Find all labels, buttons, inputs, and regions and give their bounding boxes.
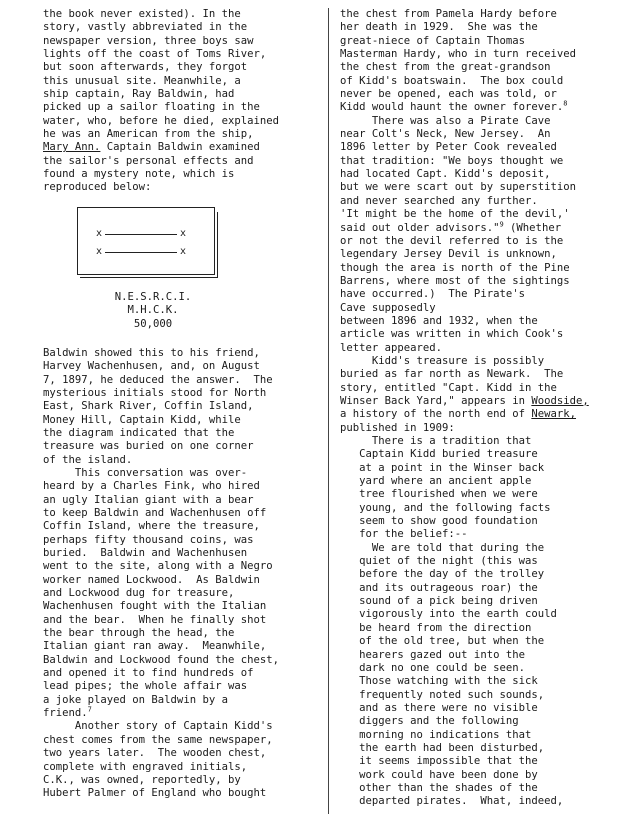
text-line: the bear through the head, the xyxy=(43,627,235,640)
haunt-line: Kidd would haunt the owner forever. xyxy=(340,101,564,114)
quote-line: morning no indications that xyxy=(340,728,532,741)
text-line: legendary Jersey Devil is unknown, xyxy=(340,248,557,261)
quote-line: work could have been done by xyxy=(340,768,538,781)
text-line: mysterious initials stood for North xyxy=(43,386,267,399)
text-line: two years later. The wooden chest, xyxy=(43,747,267,760)
text-line: letter appeared. xyxy=(340,341,443,354)
diagram-caption xyxy=(43,291,263,331)
text-line: Wachenhusen fought with the Italian xyxy=(43,600,267,613)
diagram-marker: x xyxy=(96,227,103,239)
text-line: worker named Lockwood. As Baldwin xyxy=(43,573,260,586)
quote-line: We are told that during the xyxy=(340,541,545,554)
text-line: he was an American from the ship, xyxy=(43,128,254,141)
quote-line: it seems impossible that the xyxy=(340,755,538,768)
diagram-marker: x xyxy=(96,245,103,257)
quote-line: sound of a pick being driven xyxy=(340,595,538,608)
text-line: Coffin Island, where the treasure, xyxy=(43,520,260,533)
caption-line: N.E.S.R.C.I. xyxy=(114,290,192,303)
text-line: Cave supposedly xyxy=(340,301,436,314)
ship-line-rest: Captain Baldwin examined xyxy=(100,141,260,154)
text-line: near Colt's Neck, New Jersey. An xyxy=(340,128,551,141)
diagram-line xyxy=(105,252,177,253)
text-line: 1896 letter by Peter Cook revealed xyxy=(340,141,557,154)
text-line: complete with engraved initials, xyxy=(43,760,248,773)
quote-line: young, and the following facts xyxy=(340,501,551,514)
quote-line: yard where an ancient apple xyxy=(340,475,532,488)
text-line: 7, 1897, he deduced the answer. The xyxy=(43,373,273,386)
text-line: ship captain, Ray Baldwin, had xyxy=(43,88,235,101)
quote-line: be heard from the direction xyxy=(340,621,532,634)
diagram-marker: x xyxy=(179,227,186,239)
text-line: of the island. xyxy=(43,453,133,466)
text-line: newspaper version, three boys saw xyxy=(43,34,254,47)
text-line: never be opened, each was told, or xyxy=(340,88,557,101)
column-divider xyxy=(328,8,329,814)
spacer xyxy=(43,331,305,347)
text-line: and never searched any further. xyxy=(340,194,538,207)
quote-line: at a point in the Winser back xyxy=(340,461,545,474)
diagram-row xyxy=(96,228,186,240)
left-column xyxy=(43,8,305,801)
quote-line: quiet of the night (this was xyxy=(340,555,538,568)
quote-line: There is a tradition that xyxy=(340,435,532,447)
text-line: but soon afterwards, they forgot xyxy=(43,61,248,74)
text-line: had located Capt. Kidd's deposit, xyxy=(340,168,551,181)
text-line: Baldwin and Lockwood found the chest, xyxy=(43,653,279,666)
text-line: perhaps fifty thousand coins, was xyxy=(43,533,254,546)
text-line: article was written in which Cook's xyxy=(340,328,564,341)
quote-line: departed pirates. What, indeed, xyxy=(340,795,564,808)
quote-line: of the old tree, but when the xyxy=(340,635,545,648)
ship-name: Mary Ann. xyxy=(43,141,101,154)
text-line: Barrens, where most of the sightings xyxy=(340,274,570,287)
text-line: this unusual site. Meanwhile, a xyxy=(43,74,241,87)
text-line: Another story of Captain Kidd's xyxy=(43,720,273,733)
caption-line: M.H.C.K. xyxy=(127,304,179,317)
quote-line: Captain Kidd buried treasure xyxy=(340,448,538,461)
text-line: buried. Baldwin and Wachenhusen xyxy=(43,547,248,559)
caption-line: 50,000 xyxy=(133,317,173,330)
quote-line: seem to show good foundation xyxy=(340,515,538,528)
text-line: story, vastly abbreviated in the xyxy=(43,21,248,34)
advisors-rest: (Whether xyxy=(503,221,562,234)
text-line: Money Hill, Captain Kidd, while xyxy=(43,413,241,426)
quote-line: dark no one could be seen. xyxy=(340,661,525,674)
text-line: went to the site, along with a Negro xyxy=(43,560,273,573)
text-line: great-niece of Captain Thomas xyxy=(340,34,525,47)
text-line: East, Shark River, Coffin Island, xyxy=(43,400,254,413)
text-line: lead pipes; the whole affair was xyxy=(43,680,248,693)
text-line: the sailor's personal effects and xyxy=(43,154,254,167)
text-line: buried as far north as Newark. The xyxy=(340,368,564,381)
text-line: story, entitled "Capt. Kidd in the xyxy=(340,381,557,394)
text-line: lights off the coast of Toms River, xyxy=(43,48,267,61)
text-line: treasure was buried on one corner xyxy=(43,440,254,453)
text-line xyxy=(340,219,632,235)
quote-line: diggers and the following xyxy=(340,715,519,728)
text-line: chest comes from the same newspaper, xyxy=(43,733,273,746)
diagram-shadow xyxy=(80,277,218,278)
diagram-line xyxy=(105,234,177,235)
text-line: and Lockwood dug for treasure, xyxy=(43,587,235,600)
newark-title: Newark, xyxy=(531,408,576,421)
text-line xyxy=(43,141,305,154)
text-line: to keep Baldwin and Wachenhusen off xyxy=(43,506,267,519)
text-line: Hubert Palmer of England who bought xyxy=(43,787,267,800)
quote-line: other than the shades of the xyxy=(340,781,538,794)
block-quote xyxy=(340,435,632,809)
woodside-title: Woodside, xyxy=(531,394,589,407)
text-line: the chest from Pamela Hardy before xyxy=(340,8,557,20)
right-column xyxy=(340,8,632,809)
footnote-ref: 9 xyxy=(499,219,504,228)
body-paragraphs xyxy=(43,347,305,801)
text-line xyxy=(340,395,632,408)
diagram-row xyxy=(96,246,186,258)
text-line: and opened it to find hundreds of xyxy=(43,667,254,680)
quote-line: and its outrageous roar) the xyxy=(340,581,538,594)
text-line: the chest from the great-grandson xyxy=(340,61,551,74)
text-line: her death in 1929. She was the xyxy=(340,21,538,34)
quote-line: the earth had been disturbed, xyxy=(340,741,545,754)
advisors-line: said out older advisors." xyxy=(340,221,500,234)
text-line: C.K., was owned, reportedly, by xyxy=(43,773,241,786)
quote-line: and as there were no visible xyxy=(340,701,538,714)
text-line: Kidd's treasure is possibly xyxy=(340,354,545,367)
footnote-ref: 7 xyxy=(87,705,92,714)
quote-line: frequently noted such sounds, xyxy=(340,688,545,701)
text-line: Masterman Hardy, who in turn received xyxy=(340,48,576,61)
text-line: have occurred.) The Pirate's xyxy=(340,288,525,301)
woodside-prefix: Winser Back Yard," appears in xyxy=(340,394,532,407)
treasure-diagram xyxy=(77,207,215,275)
text-line: picked up a sailor floating in the xyxy=(43,101,260,114)
diagram-shadow xyxy=(217,212,218,278)
footnote-ref: 8 xyxy=(563,99,568,108)
text-line xyxy=(340,408,632,421)
text-line: or not the devil referred to is the xyxy=(340,234,564,247)
friend-word: friend. xyxy=(43,707,88,720)
text-line: between 1896 and 1932, when the xyxy=(340,314,538,327)
text-line: though the area is north of the Pine xyxy=(340,261,570,274)
text-line: This conversation was over- xyxy=(43,466,248,479)
text-line: water, who, before he died, explained xyxy=(43,114,279,127)
text-line: but we were scart out by superstition xyxy=(340,181,576,194)
text-line: 'It might be the home of the devil,' xyxy=(340,208,570,221)
text-line: Italian giant ran away. Meanwhile, xyxy=(43,640,267,653)
text-line: the book never existed). In the xyxy=(43,8,241,20)
text-line: the diagram indicated that the xyxy=(43,426,235,439)
text-line: that tradition: "We boys thought we xyxy=(340,154,564,167)
text-line: heard by a Charles Fink, who hired xyxy=(43,480,260,493)
quote-line: hearers gazed out into the xyxy=(340,648,525,661)
diagram-marker: x xyxy=(179,245,186,257)
quote-line: before the day of the trolley xyxy=(340,568,545,581)
text-line: reproduced below: xyxy=(43,181,152,194)
text-line: Harvey Wachenhusen, and, on August xyxy=(43,360,260,373)
text-line: published in 1909: xyxy=(340,421,455,434)
text-line: of Kidd's boatswain. The box could xyxy=(340,74,564,87)
newark-prefix: a history of the north end of xyxy=(340,408,532,421)
text-line: Baldwin showed this to his friend, xyxy=(43,346,260,359)
text-line: found a mystery note, which is xyxy=(43,168,235,181)
text-line xyxy=(340,101,632,114)
quote-line: tree flourished when we were xyxy=(340,488,538,501)
quote-line: Those watching with the sick xyxy=(340,675,538,688)
text-line: There was also a Pirate Cave xyxy=(340,114,551,127)
text-line xyxy=(43,707,305,720)
text-line: an ugly Italian giant with a bear xyxy=(43,493,254,506)
text-line: a joke played on Baldwin by a xyxy=(43,693,228,706)
quote-line: vigorously into the earth could xyxy=(340,608,557,621)
quote-line: for the belief:-- xyxy=(340,528,468,541)
intro-paragraph xyxy=(43,8,305,195)
text-line: and the bear. When he finally shot xyxy=(43,613,267,626)
